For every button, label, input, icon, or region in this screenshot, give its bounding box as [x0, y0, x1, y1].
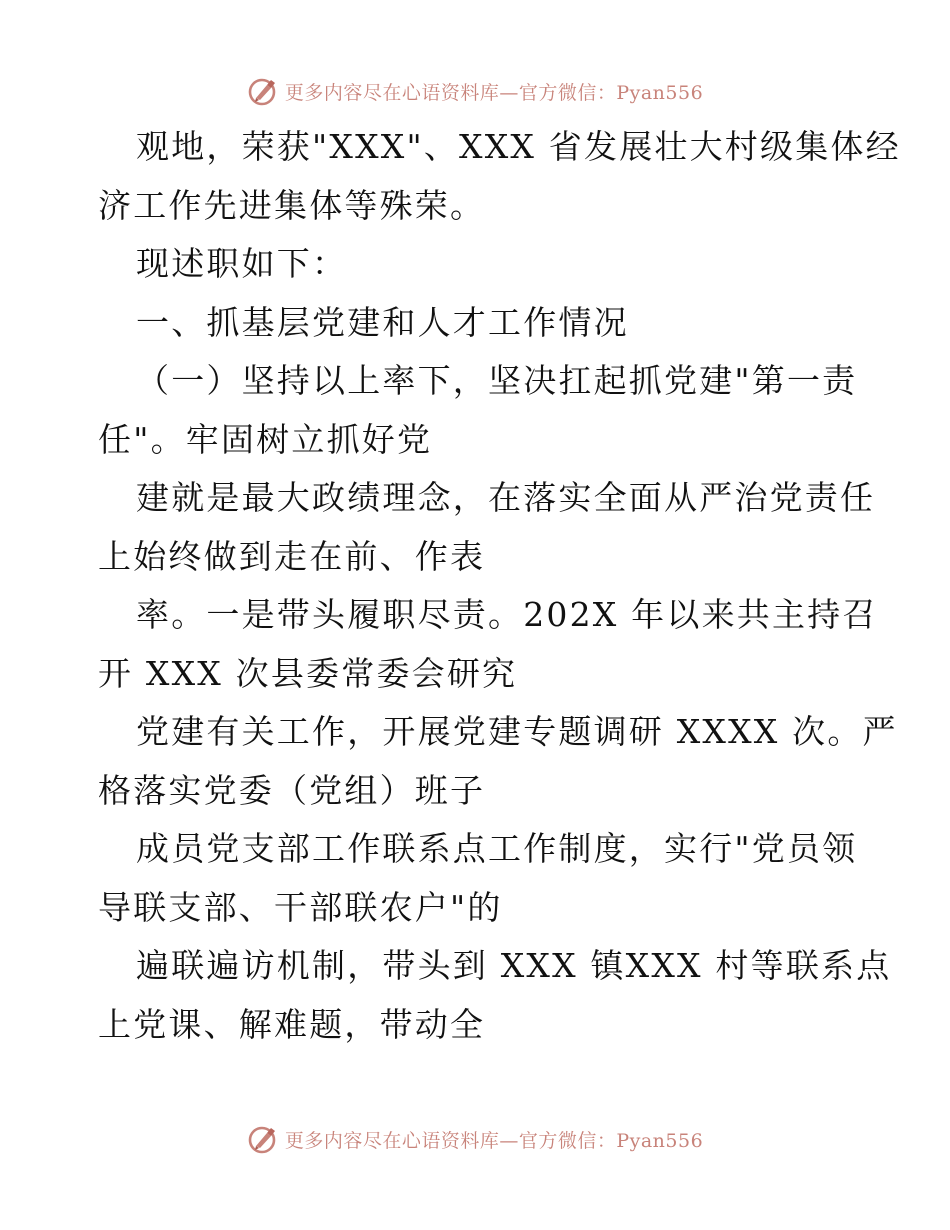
footer-watermark [0, 1122, 950, 1156]
paragraph-line: 党建有关工作，开展党建专题调研 XXXX 次。严 [136, 712, 898, 751]
watermark-text: 更多内容尽在心语资料库—官方微信：Pyan556 [284, 1129, 704, 1152]
pen-logo-icon [247, 75, 279, 107]
paragraph-line: 济工作先进集体等殊荣。 [98, 185, 486, 225]
paragraph-line: 观地，荣获"XXX"、XXX 省发展壮大村级集体经 [136, 127, 901, 166]
paragraph-line: 上始终做到走在前、作表 [98, 536, 486, 576]
document-body [98, 118, 901, 1054]
paragraph-line: 率。一是带头履职尽责。202X 年以来共主持召 [136, 595, 878, 634]
paragraph-line: 导联支部、干部联农户"的 [98, 887, 503, 927]
paragraph-line: 遍联遍访机制，带头到 XXX 镇XXX 村等联系点 [136, 946, 892, 985]
paragraph-line: （一）坚持以上率下，坚决扛起抓党建"第一责 [136, 361, 858, 400]
pen-logo-icon [247, 1123, 279, 1155]
paragraph-line: 任"。牢固树立抓好党 [98, 419, 433, 459]
paragraph-line: 格落实党委（党组）班子 [98, 770, 486, 810]
paragraph-line: 上党课、解难题，带动全 [98, 1004, 486, 1044]
paragraph-line: 建就是最大政绩理念，在落实全面从严治党责任 [136, 478, 876, 517]
watermark-text: 更多内容尽在心语资料库—官方微信：Pyan556 [284, 81, 704, 104]
paragraph-line: 开 XXX 次县委常委会研究 [98, 653, 518, 693]
paragraph-line: 现述职如下： [136, 244, 348, 283]
paragraph-line: 成员党支部工作联系点工作制度，实行"党员领 [136, 829, 858, 868]
paragraph-line: 一、抓基层党建和人才工作情况 [136, 302, 629, 342]
header-watermark [0, 74, 950, 108]
